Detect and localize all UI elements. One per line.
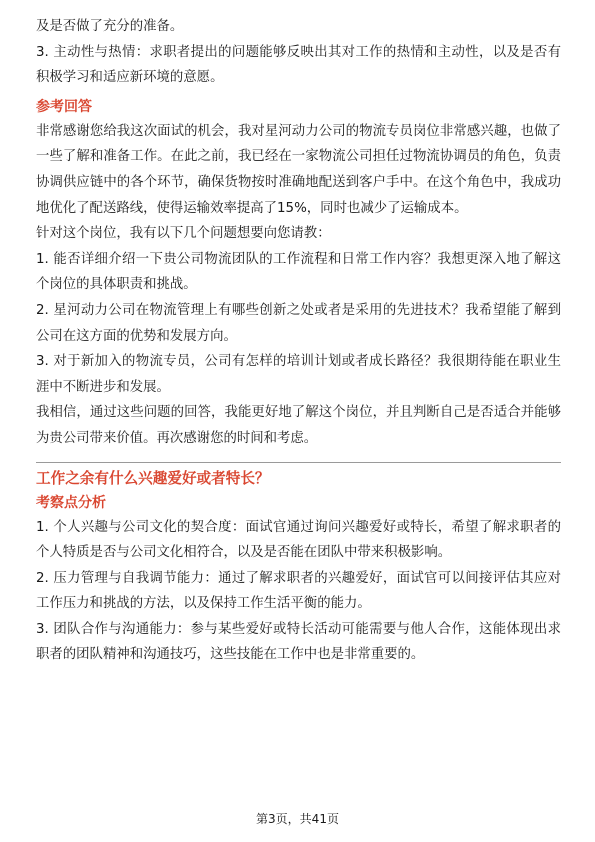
criteria-item-3: 3. 主动性与热情：求职者提出的问题能够反映出其对工作的热情和主动性，以及是否有积极学习和适应新环境的意愿。 [36,44,561,86]
answer-paragraph-closing: 我相信，通过这些问题的回答，我能更好地了解这个岗位，并且判断自己是否适合并能够为贵公司带来价值。再次感谢您的时间和考虑。 [36,405,561,446]
analysis-item-2: 2. 压力管理与自我调节能力：通过了解求职者的兴趣爱好，面试官可以间接评估其应对工作压力和挑战的方法，以及保持工作生活平衡的能力。 [36,570,561,612]
analysis-item-3: 3. 团队合作与沟通能力：参与某些爱好或特长活动可能需要与他人合作，这能体现出求职者的团队精神和沟通技巧，这些技能在工作中也是非常重要的。 [36,621,561,663]
analysis-heading: 考察点分析 [36,494,106,511]
document-page [36,14,561,668]
section-divider [36,462,561,463]
answer-question-1: 1. 能否详细介绍一下贵公司物流团队的工作流程和日常工作内容？我想更深入地了解这个岗位的具体职责和挑战。 [36,251,561,293]
answer-paragraph-intro: 非常感谢您给我这次面试的机会，我对星河动力公司的物流专员岗位非常感兴趣，也做了一些了解和准备工作。在此之前，我已经在一家物流公司担任过物流协调员的角色，负责协调供应链中的各个环节，确保货物按时准确地配送到客户手中。在这个角色中，我成功地优化了配送路线，使得运输效率提高了15%，同时也减少了运输成本。 [36,123,561,216]
analysis-item-1: 1. 个人兴趣与公司文化的契合度：面试官通过询问兴趣爱好或特长，希望了解求职者的个人特质是否与公司文化相符合，以及是否能在团队中带来积极影响。 [36,519,561,561]
answer-paragraph-lead: 针对这个岗位，我有以下几个问题想要向您请教： [36,226,331,242]
paragraph-continuation: 及是否做了充分的准备。 [36,19,184,34]
answer-question-3: 3. 对于新加入的物流专员，公司有怎样的培训计划或者成长路径？我很期待能在职业生涯中不断进步和发展。 [36,354,561,395]
page-number: 第3页，共41页 [256,812,339,826]
answer-heading: 参考回答 [36,98,92,115]
answer-question-2: 2. 星河动力公司在物流管理上有哪些创新之处或者是采用的先进技术？我希望能了解到公司在这方面的优势和发展方向。 [36,302,561,344]
question-heading: 工作之余有什么兴趣爱好或者特长？ [36,469,270,487]
